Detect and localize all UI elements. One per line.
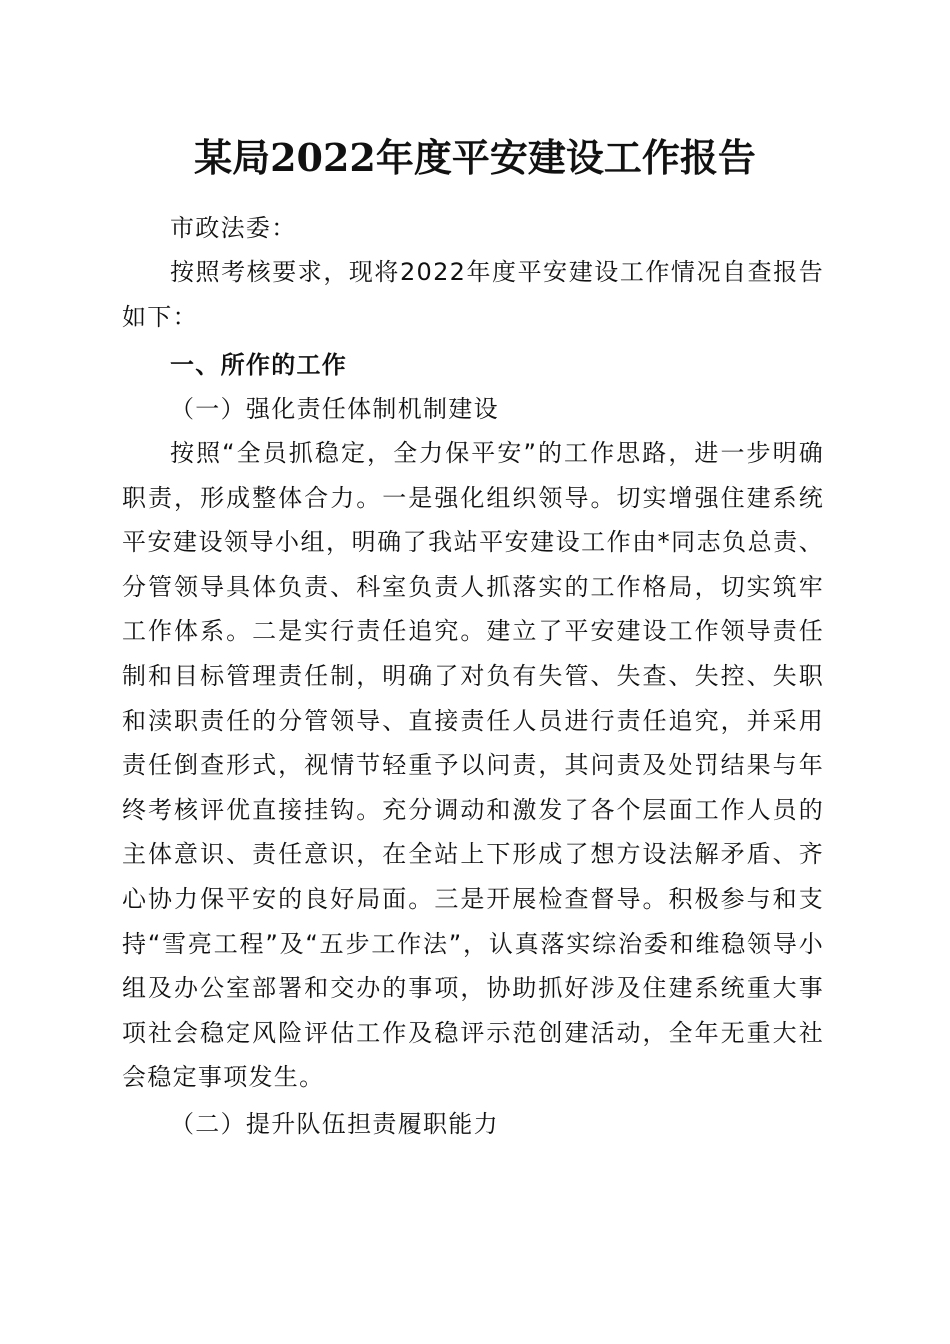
intro-text: 按照考核要求，现将2022年度平安建设工作情况自查报告如下：: [122, 258, 824, 331]
subsection1-heading: （一）强化责任体制机制建设: [170, 395, 499, 423]
body-paragraph: [122, 407, 824, 1124]
subsection-heading: [122, 1078, 824, 1171]
document-title: 某局2022年度平安建设工作报告: [194, 135, 756, 180]
section1-heading: 一、所作的工作: [170, 351, 348, 379]
subsection1-body: 按照“全员抓稳定，全力保平安”的工作思路，进一步明确职责，形成整体合力。一是强化组织领导。切实增强住建系统平安建设领导小组，明确了我站平安建设工作由*同志负总责、分管领导具体负责、科室负责人抓落实的工作格局，切实筑牢工作体系。二是实行责任追究。建立了平安建设工作领导责任制和目标管理责任制，明确了对负有失管、失查、失控、失职和渎职责任的分管领导、直接责任人员进行责任追究，并采用责任倒查形式，视情节轻重予以问责，其问责及处罚结果与年终考核评优直接挂钩。充分调动和激发了各个层面工作人员的主体意识、责任意识，在全站上下形成了想方设法解矛盾、齐心协力保平安的良好局面。三是开展检查督导。积极参与和支持“雪亮工程”及“五步工作法”，认真落实综治委和维稳领导小组及办公室部署和交办的事项，协助抓好涉及住建系统重大事项社会稳定风险评估工作及稳评示范创建活动，全年无重大社会稳定事项发生。: [122, 439, 824, 1092]
subsection2-heading: （二）提升队伍担责履职能力: [170, 1110, 499, 1138]
salutation-text: 市政法委：: [170, 214, 297, 242]
